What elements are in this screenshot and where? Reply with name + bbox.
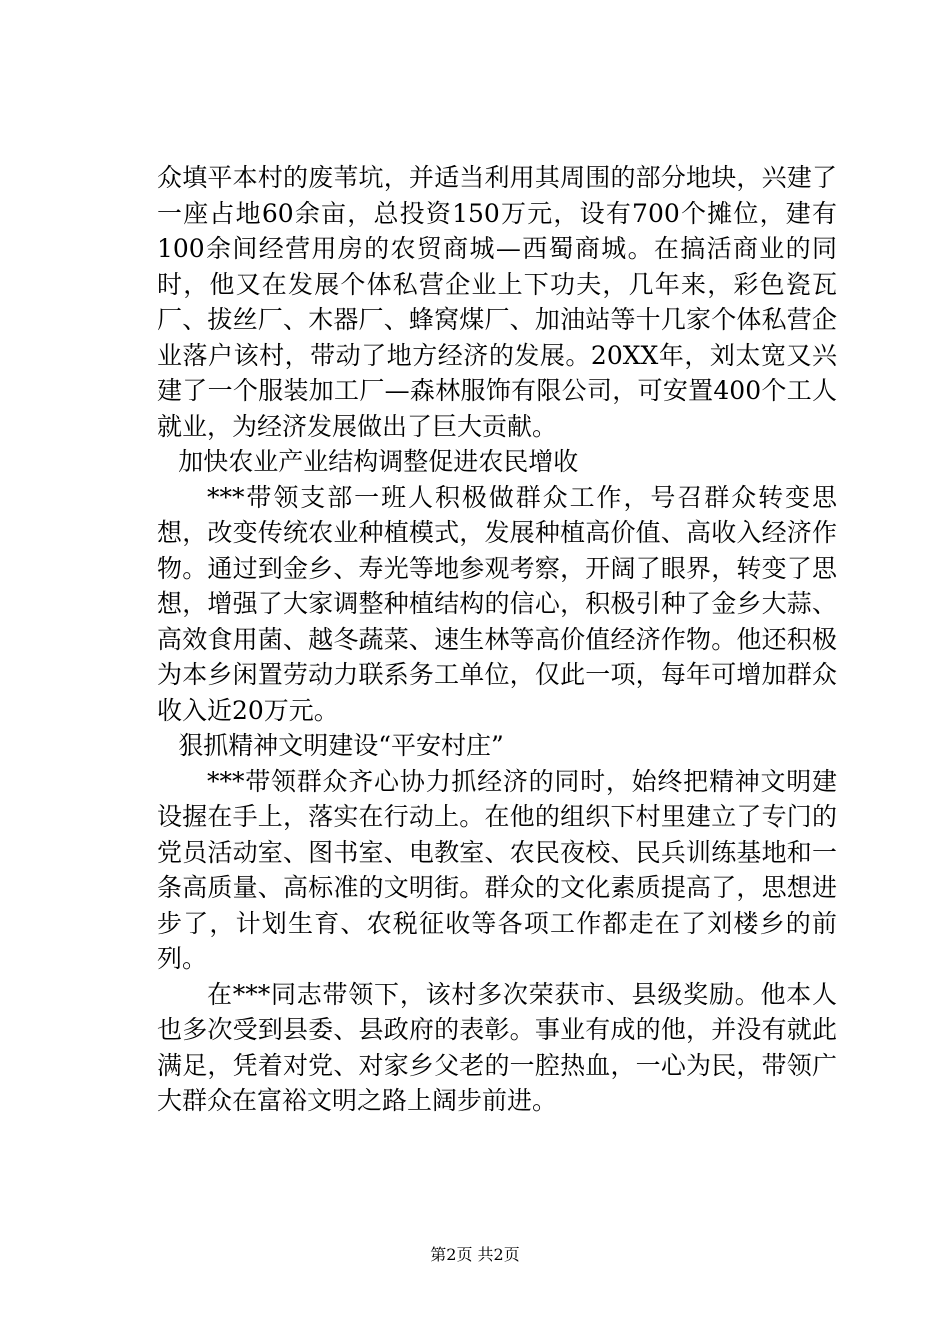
page-footer xyxy=(0,1242,950,1265)
paragraph-civilization: ***带领群众齐心协力抓经济的同时，始终把精神文明建设握在手上，落实在行动上。在他的组织下村里建立了专门的党员活动室、图书室、电教室、农民夜校、民兵训练基地和一条高质量、高标准的文明街。群众的文化素质提高了，思想进步了，计划生育、农税征收等各项工作都走在了刘楼乡的前列。 xyxy=(157,766,837,973)
paragraph-continuation: 众填平本村的废苇坑，并适当利用其周围的部分地块，兴建了一座占地60余亩，总投资150万元，设有700个摊位，建有100余间经营用房的农贸商城—西蜀商城。在搞活商业的同时，他又在发展个体私营企业上下功夫，几年来，彩色瓷瓦厂、拔丝厂、木器厂、蜂窝煤厂、加油站等十几家个体私营企业落户该村，带动了地方经济的发展。20XX年，刘太宽又兴建了一个服装加工厂—森林服饰有限公司，可安置400个工人就业，为经济发展做出了巨大贡献。 xyxy=(157,163,837,441)
section-heading-civilization: 狠抓精神文明建设“平安村庄” xyxy=(178,731,504,760)
paragraph-agriculture: ***带领支部一班人积极做群众工作，号召群众转变思想，改变传统农业种植模式，发展种植高价值、高收入经济作物。通过到金乡、寿光等地参观考察，开阔了眼界，转变了思想，增强了大家调整种植结构的信心，积极引种了金乡大蒜、高效食用菌、越冬蔬菜、速生林等高价值经济作物。他还积极为本乡闲置劳动力联系务工单位，仅此一项，每年可增加群众收入近20万元。 xyxy=(157,482,837,725)
paragraph-conclusion: 在***同志带领下，该村多次荣获市、县级奖励。他本人也多次受到县委、县政府的表彰。事业有成的他，并没有就此满足，凭着对党、对家乡父老的一腔热血，一心为民，带领广大群众在富裕文明之路上阔步前进。 xyxy=(157,979,837,1115)
page-number-label: 第2页 共2页 xyxy=(430,1245,520,1264)
document-body xyxy=(157,160,837,1119)
section-heading-agriculture: 加快农业产业结构调整促进农民增收 xyxy=(178,447,579,476)
